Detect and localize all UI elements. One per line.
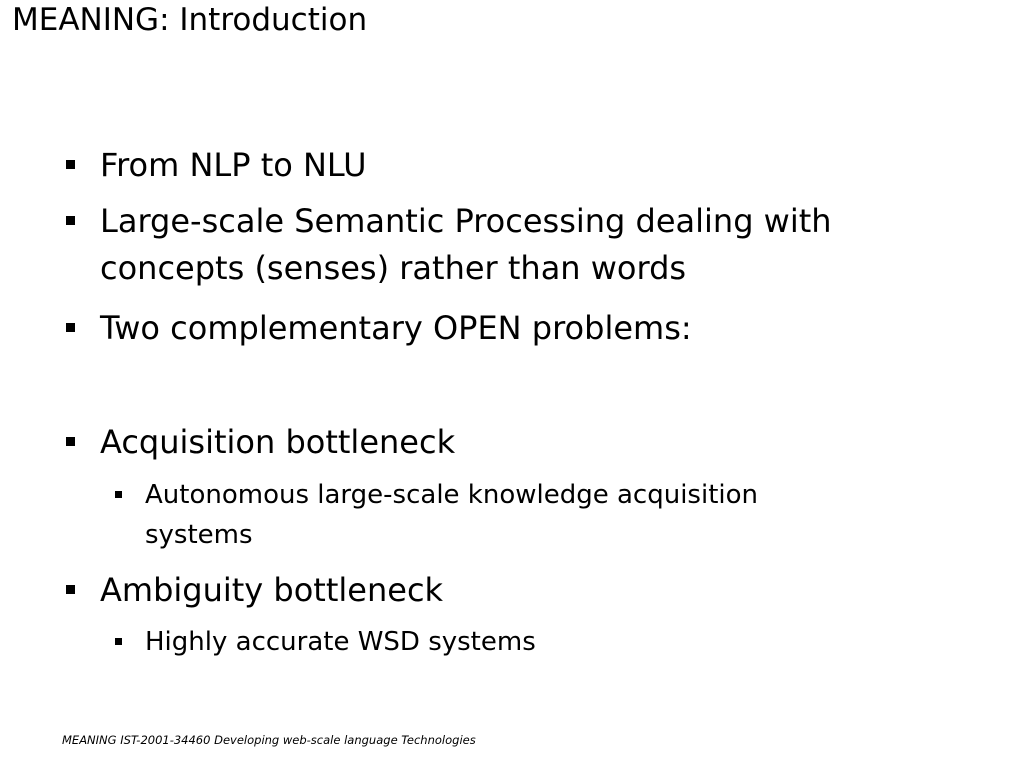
slide-title: MEANING: Introduction [12, 2, 368, 38]
square-bullet-icon [66, 437, 75, 446]
bullet-item-large-scale-semantic-processing [66, 198, 966, 290]
square-bullet-icon [115, 638, 122, 645]
slide-footer: MEANING IST-2001-34460 Developing web-scale language Technologies [62, 733, 476, 747]
bullet-text-line-1: Autonomous large-scale knowledge acquisition [145, 480, 759, 510]
bullet-text: Two complementary OPEN problems: [100, 309, 692, 347]
bullet-item-acquisition-bottleneck [66, 419, 966, 465]
square-bullet-icon [66, 216, 75, 225]
bullet-item-from-nlp-to-nlu [66, 142, 966, 188]
square-bullet-icon [66, 585, 75, 594]
bullet-text: Acquisition bottleneck [100, 423, 456, 461]
bullet-text-line-2: systems [145, 520, 253, 550]
bullet-text-line-1: Large-scale Semantic Processing dealing with [100, 202, 832, 240]
bullet-item-two-complementary-problems [66, 305, 966, 351]
sub-bullet-item-accurate-wsd [115, 622, 975, 662]
bullet-item-ambiguity-bottleneck [66, 567, 966, 613]
sub-bullet-item-autonomous-acquisition [115, 475, 975, 555]
bullet-text: Ambiguity bottleneck [100, 571, 444, 609]
bullet-text: From NLP to NLU [100, 146, 367, 184]
square-bullet-icon [66, 160, 75, 169]
bullet-text-line-2: concepts (senses) rather than words [100, 249, 687, 287]
bullet-text: Highly accurate WSD systems [145, 627, 536, 657]
square-bullet-icon [115, 491, 122, 498]
square-bullet-icon [66, 323, 75, 332]
